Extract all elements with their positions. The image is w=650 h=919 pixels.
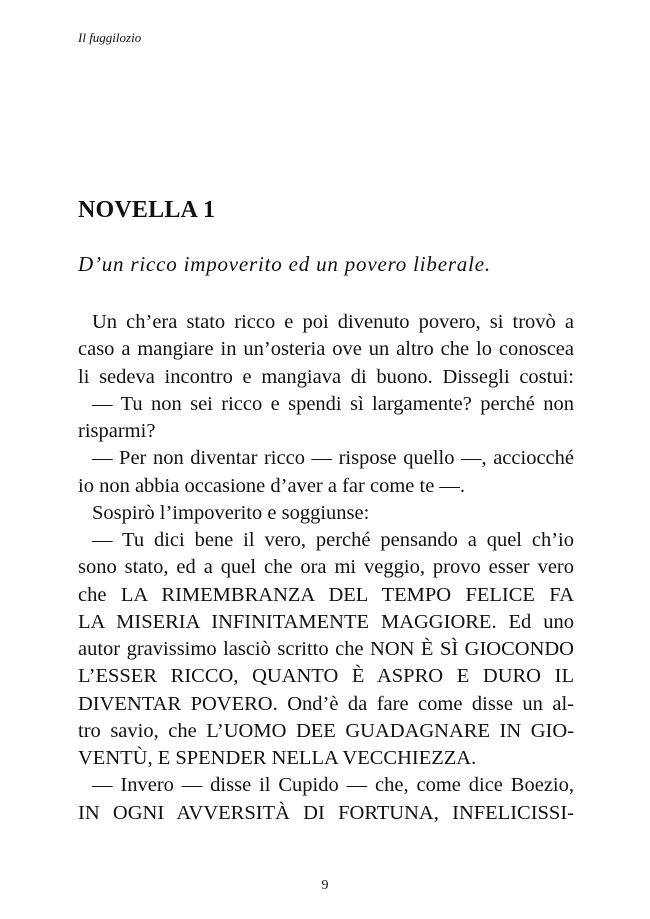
text-line: sono stato, ed a quel che ora mi veggio, provo esser vero (78, 556, 574, 579)
text-line: — Per non diventar ricco — rispose quello —, acciocché (92, 447, 574, 470)
text-line: autor gravissimo lasciò scritto che NON È SÌ GIOCONDO (78, 638, 574, 660)
text-line: caso a mangiare in un’osteria ove un altro che lo conoscea (78, 338, 574, 361)
text-line: — Invero — disse il Cupido — che, come dice Boezio, (92, 774, 574, 797)
text-line: tro savio, che L’UOMO DEE GUADAGNARE IN GIO- (78, 719, 574, 742)
text-line: DIVENTAR POVERO. Ond’è da fare come disse un al- (78, 692, 574, 715)
body-text (78, 309, 574, 827)
chapter-title: NOVELLA 1 (78, 197, 216, 223)
text-line: Un ch’era stato ricco e poi divenuto povero, si trovò a (92, 311, 574, 333)
running-head: Il fuggilozio (78, 30, 142, 45)
page-number: 9 (321, 878, 329, 893)
text-line: — Tu dici bene il vero, perché pensando a quel ch’io (92, 529, 574, 551)
text-line: che LA RIMEMBRANZA DEL TEMPO FELICE FA (78, 583, 574, 606)
chapter-subtitle: D’un ricco impoverito ed un povero liberale. (78, 252, 491, 276)
text-line: li sedeva incontro e mangiava di buono. Dissegli costui: (78, 365, 574, 388)
text-line: LA MISERIA INFINITAMENTE MAGGIORE. Ed uno (78, 610, 574, 633)
text-line: risparmi? (78, 420, 156, 442)
text-line: — Tu non sei ricco e spendi sì largamente? perché non (92, 392, 574, 415)
text-line: IN OGNI AVVERSITÀ DI FORTUNA, INFELICISSI- (78, 801, 574, 824)
text-line: VENTÙ, E SPENDER NELLA VECCHIEZZA. (78, 747, 477, 769)
text-line: Sospirò l’impoverito e soggiunse: (92, 501, 370, 524)
text-line: io non abbia occasione d’aver a far come te —. (78, 474, 466, 497)
text-line: L’ESSER RICCO, QUANTO È ASPRO E DURO IL (78, 665, 574, 688)
